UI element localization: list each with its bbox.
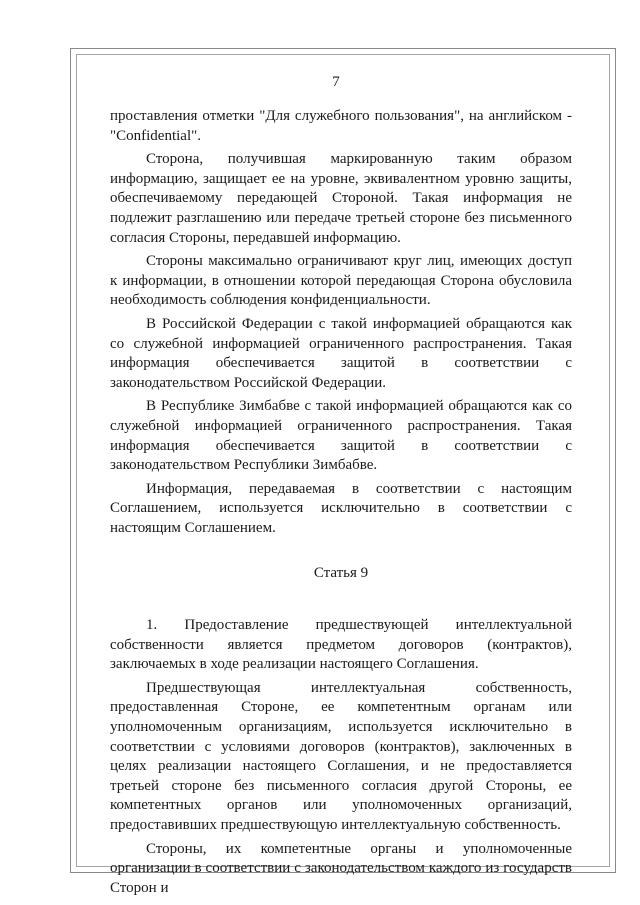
page-number: 7 [332,74,340,90]
paragraph: проставления отметки "Для служебного пользования", на английском - "Confidential". [110,108,572,144]
paragraph: Предшествующая интеллектуальная собственность, предоставленная Стороне, ее компетентным органам или уполномоченным организациям, используется исключительно в соответствии с условиями договоров (контрактов), заключенных в целях реализации настоящего Соглашения, и не предоставляется третьей стороне без письменного согласия другой Стороны, ее компетентных органов или уполномоченных организаций, предоставивших предшествующую интеллектуальную собственность. [110,679,572,833]
paragraph: Сторона, получившая маркированную таким образом информацию, защищает ее на уровне, эквивалентном уровню защиты, обеспечиваемому передающей Стороной. Такая информация не подлежит разглашению или передаче третьей стороне без письменного согласия Стороны, передавшей информацию. [110,151,572,246]
paragraph: В Республике Зимбабве с такой информацией обращаются как со служебной информацией ограниченного распространения. Такая информация обеспечивается защитой в соответствии с законодательством Республики Зимбабве. [110,398,572,474]
paragraph: Стороны максимально ограничивают круг лиц, имеющих доступ к информации, в отношении которой передающая Сторона обусловила необходимость соблюдения конфиденциальности. [110,253,572,309]
paragraph: Информация, передаваемая в соответствии с настоящим Соглашением, используется исключительно в соответствии с настоящим Соглашением. [110,480,572,536]
paragraph: Стороны, их компетентные органы и уполномоченные организации в соответствии с законодательством каждого из государств Сторон и [110,840,572,896]
paragraph: В Российской Федерации с такой информацией обращаются как со служебной информацией ограниченного распространения. Такая информация обеспечивается защитой в соответствии с законодательством Российской Федерации. [110,315,572,391]
document-body [110,107,572,902]
article-heading: Статья 9 [313,565,369,582]
paragraph: 1. Предоставление предшествующей интеллектуальной собственности является предметом договоров (контрактов), заключаемых в ходе реализации настоящего Соглашения. [110,617,572,673]
